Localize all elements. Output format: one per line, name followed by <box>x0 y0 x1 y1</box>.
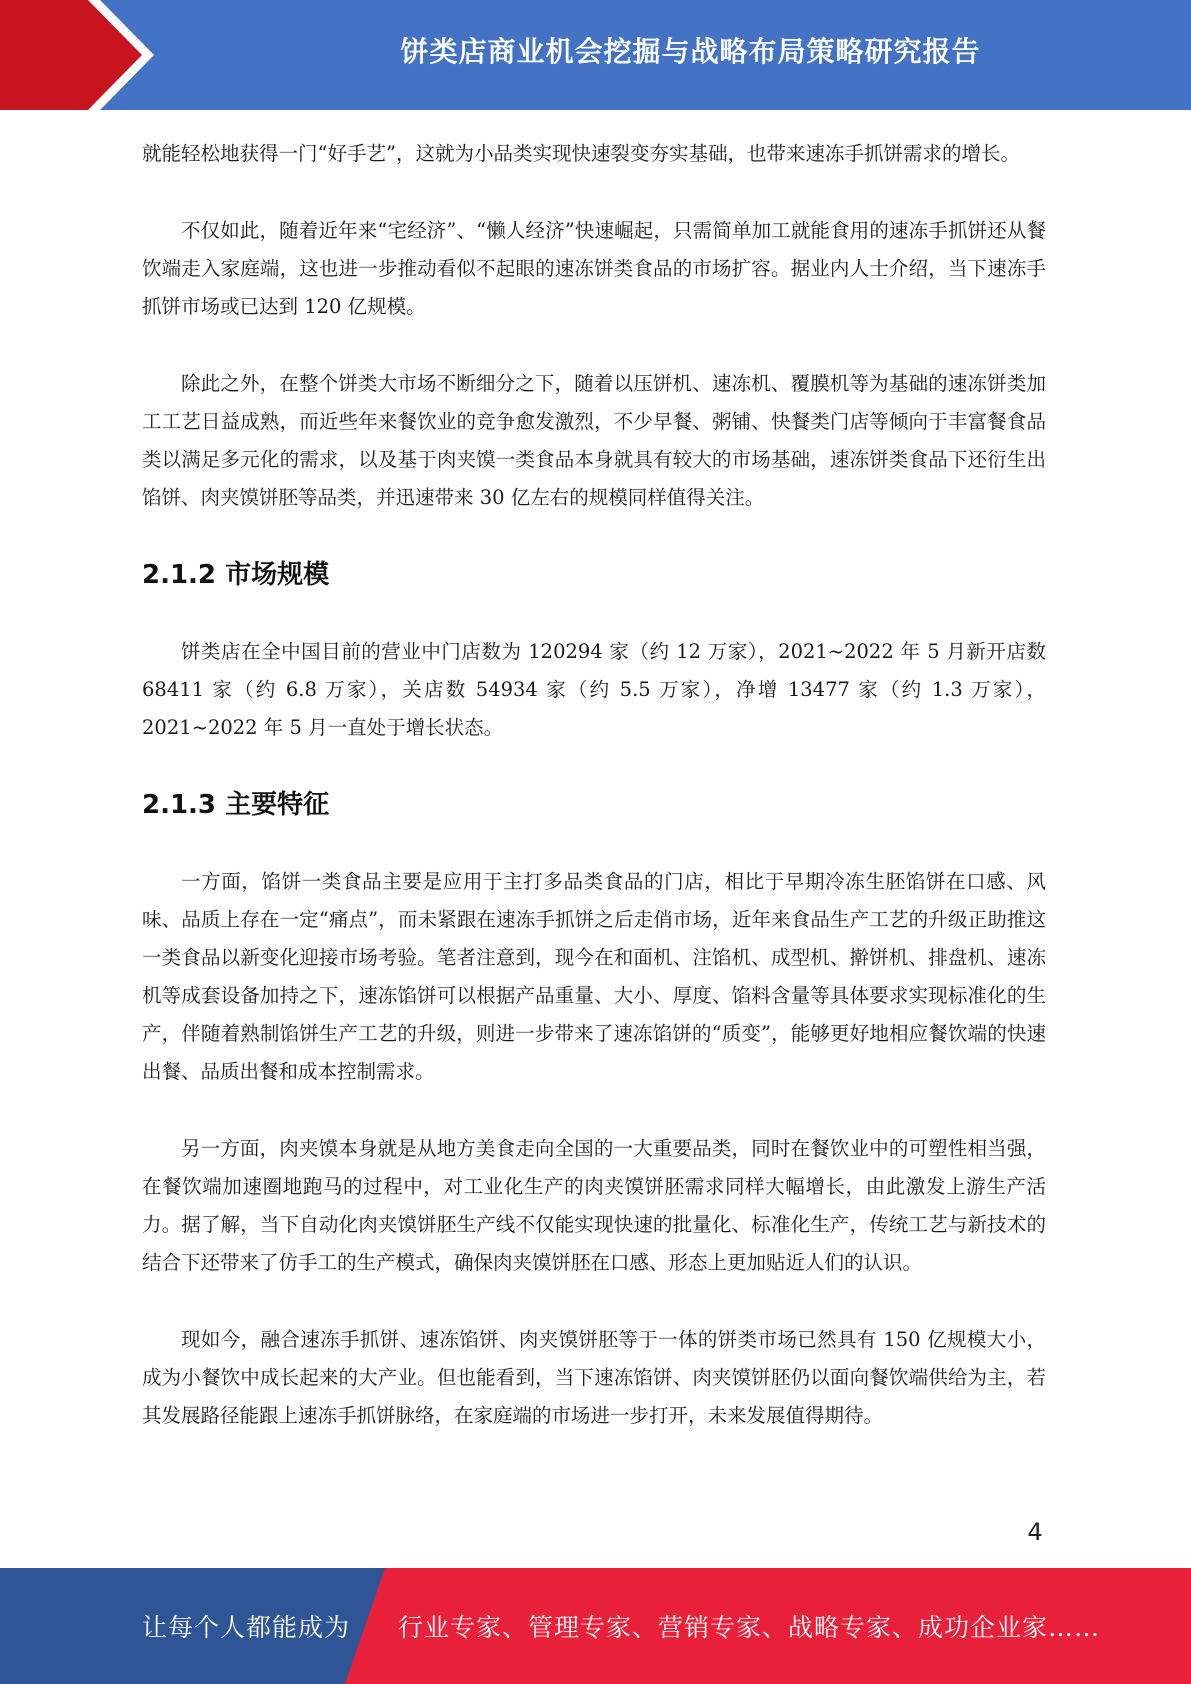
paragraph: 一方面，馅饼一类食品主要是应用于主打多品类食品的门店，相比于早期冷冻生胚馅饼在口感、风味、品质上存在一定“痛点”，而未紧跟在速冻手抓饼之后走俏市场，近年来食品生产工艺的升级正助推这一类食品以新变化迎接市场考验。笔者注意到，现今在和面机、注馅机、成型机、擀饼机、排盘机、速冻机等成套设备加持之下，速冻馅饼可以根据产品重量、大小、厚度、馅料含量等具体要求实现标准化的生产，伴随着熟制馅饼生产工艺的升级，则进一步带来了速冻馅饼的“质变”，能够更好地相应餐饮端的快速出餐、品质出餐和成本控制需求。 <box>142 870 1046 1083</box>
document-body <box>142 135 1046 1435</box>
footer-slogan-right: 行业专家、管理专家、营销专家、战略专家、成功企业家…… <box>398 1613 1101 1642</box>
section-heading-main-features: 2.1.3 主要特征 <box>142 790 330 820</box>
page-header <box>0 0 1191 110</box>
paragraph: 现如今，融合速冻手抓饼、速冻馅饼、肉夹馍饼胚等于一体的饼类市场已然具有 150 亿规模大小，成为小餐饮中成长起来的大产业。但也能看到，当下速冻馅饼、肉夹馍饼胚仍以面向餐饮端供给为主，若其发展路径能跟上速冻手抓饼脉络，在家庭端的市场进一步打开，未来发展值得期待。 <box>142 1328 1046 1427</box>
footer-slogan-left: 让每个人都能成为 <box>142 1613 351 1642</box>
paragraph: 除此之外，在整个饼类大市场不断细分之下，随着以压饼机、速冻机、覆膜机等为基础的速冻饼类加工工艺日益成熟，而近些年来餐饮业的竞争愈发激烈，不少早餐、粥铺、快餐类门店等倾向于丰富餐食品类以满足多元化的需求，以及基于肉夹馍一类食品本身就具有较大的市场基础，速冻饼类食品下还衍生出馅饼、肉夹馍饼胚等品类，并迅速带来 30 亿左右的规模同样值得关注。 <box>142 372 1046 509</box>
page-number: 4 <box>1027 1518 1043 1546</box>
section-heading-market-size: 2.1.2 市场规模 <box>142 560 330 590</box>
page-footer <box>0 1568 1191 1684</box>
report-title: 饼类店商业机会挖掘与战略布局策略研究报告 <box>400 35 981 68</box>
paragraph: 不仅如此，随着近年来“宅经济”、“懒人经济”快速崛起，只需简单加工就能食用的速冻手抓饼还从餐饮端走入家庭端，这也进一步推动看似不起眼的速冻饼类食品的市场扩容。据业内人士介绍，当下速冻手抓饼市场或已达到 120 亿规模。 <box>142 219 1046 318</box>
paragraph: 就能轻松地获得一门“好手艺”，这就为小品类实现快速裂变夯实基础，也带来速冻手抓饼需求的增长。 <box>142 142 1020 165</box>
paragraph: 饼类店在全中国目前的营业中门店数为 120294 家（约 12 万家），2021~2022 年 5 月新开店数 68411 家（约 6.8 万家），关店数 54934 家（约 5.5 万家），净增 13477 家（约 1.3 万家），2021~2022 年 5 月一直处于增长状态。 <box>142 640 1046 739</box>
paragraph: 另一方面，肉夹馍本身就是从地方美食走向全国的一大重要品类，同时在餐饮业中的可塑性相当强，在餐饮端加速圈地跑马的过程中，对工业化生产的肉夹馍饼胚需求同样大幅增长，由此激发上游生产活力。据了解，当下自动化肉夹馍饼胚生产线不仅能实现快速的批量化、标准化生产，传统工艺与新技术的结合下还带来了仿手工的生产模式，确保肉夹馍饼胚在口感、形态上更加贴近人们的认识。 <box>142 1137 1046 1274</box>
